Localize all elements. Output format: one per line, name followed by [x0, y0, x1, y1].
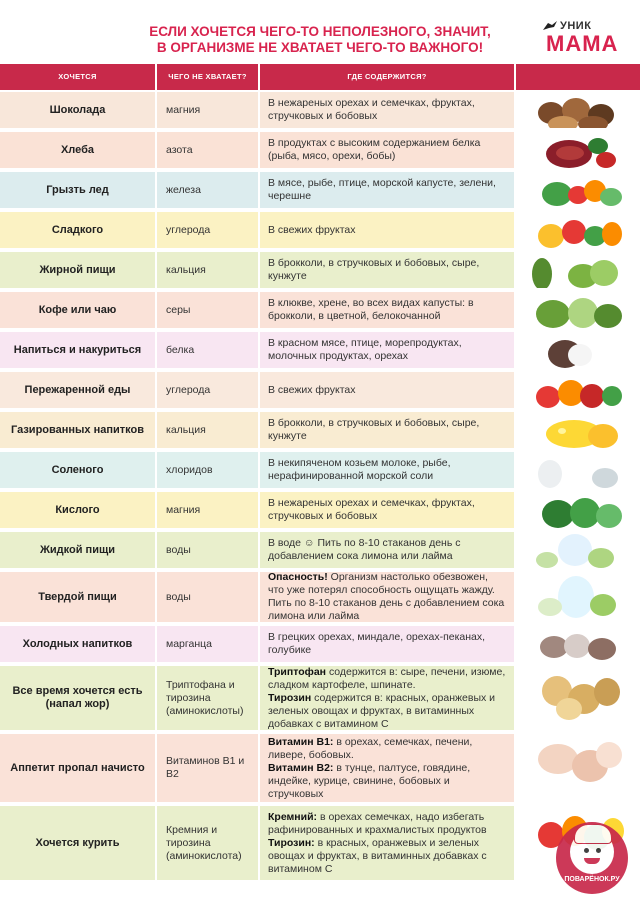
food-photo: [528, 736, 628, 800]
lacking-nutrient-cell: азота: [157, 132, 258, 168]
table-row: [0, 172, 640, 210]
food-photo-cell: [516, 292, 640, 328]
food-photo-shape: [592, 468, 618, 488]
food-photo-cell: [516, 734, 640, 802]
unik-mama-logo: [540, 20, 630, 60]
craving-cell: Кофе или чаю: [0, 292, 155, 328]
food-photo-cell: [516, 92, 640, 128]
food-photo-shape: [562, 220, 586, 244]
craving-cell: Кислого: [0, 492, 155, 528]
table-row: [0, 734, 640, 804]
food-photo-cell: [516, 452, 640, 488]
food-photo-cell: [516, 666, 640, 730]
craving-cell: Хлеба: [0, 132, 155, 168]
food-photo-shape: [602, 222, 622, 246]
lacking-nutrient-cell: углерода: [157, 372, 258, 408]
food-source-detail: В свежих фруктах: [268, 383, 356, 396]
lacking-nutrient-cell: кальция: [157, 252, 258, 288]
lacking-nutrient-cell: воды: [157, 532, 258, 568]
food-photo-shape: [596, 742, 622, 768]
food-source-text: [268, 297, 506, 323]
logo-top-text: УНИК: [560, 20, 592, 32]
column-header-where: ГДЕ СОДЕРЖИТСЯ?: [260, 64, 514, 90]
food-photo-shape: [564, 634, 590, 658]
craving-cell: Хочется курить: [0, 806, 155, 880]
table-row: [0, 572, 640, 624]
food-photo-shape: [558, 428, 566, 434]
craving-cell: Все время хочется есть (напал жор): [0, 666, 155, 730]
food-source-label: Опасность!: [268, 572, 328, 583]
food-source-text: [268, 537, 506, 563]
food-source-detail: В продуктах с высоким содержанием белка (рыба, мясо, орехи, бобы): [268, 137, 481, 162]
food-source-text: [268, 224, 356, 237]
craving-cell: Жидкой пищи: [0, 532, 155, 568]
food-photo-cell: [516, 626, 640, 662]
food-photo-cell: [516, 212, 640, 248]
food-source-label: Триптофан: [268, 666, 327, 678]
watermark-text: ПОВАРЁНОК.РУ: [564, 876, 620, 883]
craving-cell: Соленого: [0, 452, 155, 488]
craving-cell: Напиться и накуриться: [0, 332, 155, 368]
food-source-cell: [260, 806, 514, 880]
food-photo-cell: [516, 532, 640, 568]
food-source-cell: [260, 734, 514, 802]
food-photo-cell: [516, 252, 640, 288]
food-photo: [528, 294, 628, 326]
lacking-nutrient-cell: магния: [157, 92, 258, 128]
food-photo-shape: [580, 384, 604, 408]
food-photo-cell: [516, 572, 640, 622]
food-photo-shape: [594, 678, 620, 706]
food-source-text: [268, 337, 506, 363]
food-photo-shape: [556, 146, 584, 160]
column-header-lack: ЧЕГО НЕ ХВАТАЕТ?: [157, 64, 258, 90]
food-source-detail: В красном мясе, птице, морепродуктах, молочных продуктах, орехах: [268, 337, 462, 362]
logo-main-text: МАМА: [546, 31, 619, 56]
food-source-cell: [260, 172, 514, 208]
lacking-nutrient-cell: кальция: [157, 412, 258, 448]
food-source-cell: [260, 92, 514, 128]
food-source-text: [268, 457, 506, 483]
food-source-text: [268, 666, 506, 730]
food-source-label: Витамин B2:: [268, 761, 334, 774]
food-photo-cell: [516, 172, 640, 208]
food-photo-shape: [556, 698, 582, 720]
food-source-cell: [260, 212, 514, 248]
food-source-detail: в красных, оранжевых и зеленых овощах и фруктах, в витаминных добавках с витамином С: [268, 836, 487, 875]
craving-cell: Грызть лед: [0, 172, 155, 208]
craving-cell: Холодных напитков: [0, 626, 155, 662]
table-header: [0, 64, 640, 90]
food-photo: [528, 334, 628, 366]
food-source-text: [268, 497, 506, 523]
header: [0, 0, 640, 62]
table-row: [0, 292, 640, 330]
food-photo: [528, 414, 628, 446]
lacking-nutrient-cell: хлоридов: [157, 452, 258, 488]
food-photo-shape: [598, 348, 616, 364]
food-source-text: [268, 572, 506, 622]
food-source-detail: В нежареных орехах и семечках, фруктах, стручковых и бобовых: [268, 97, 475, 122]
food-source-detail: в орехах семечках, надо избегать рафинированных и крахмалистых продуктов: [268, 810, 487, 836]
table-row: [0, 252, 640, 290]
craving-cell: Аппетит пропал начисто: [0, 734, 155, 802]
food-source-text: [268, 257, 506, 283]
lacking-nutrient-cell: Кремния и тирозина (аминокислота): [157, 806, 258, 880]
craving-cell: Пережаренной еды: [0, 372, 155, 408]
food-photo-shape: [532, 258, 552, 288]
food-photo-cell: [516, 372, 640, 408]
food-photo-shape: [596, 152, 616, 168]
lacking-nutrient-cell: Витаминов B1 и B2: [157, 734, 258, 802]
food-photo: [528, 254, 628, 286]
page-title: [100, 24, 540, 56]
column-header-photo: [516, 64, 640, 90]
food-source-detail: В свежих фруктах: [268, 223, 356, 236]
food-photo-cell: [516, 132, 640, 168]
food-source-detail: в тунце, палтусе, говядине, индейке, курице, свинине, бобовых и стручковых: [268, 761, 471, 800]
food-source-label: Кремний:: [268, 810, 318, 823]
food-source-detail: В клюкве, хрене, во всех видах капусты: в брокколи, в цветной, белокочанной: [268, 297, 474, 322]
food-photo-shape: [568, 344, 592, 366]
title-line-1: ЕСЛИ ХОЧЕТСЯ ЧЕГО-ТО НЕПОЛЕЗНОГО, ЗНАЧИТ,: [149, 24, 491, 39]
food-photo: [528, 94, 628, 126]
table-row: [0, 92, 640, 130]
food-photo-shape: [578, 116, 608, 128]
food-photo: [528, 174, 628, 206]
table-row: [0, 666, 640, 732]
table-row: [0, 626, 640, 664]
food-source-cell: [260, 132, 514, 168]
food-source-cell: [260, 532, 514, 568]
title-line-2: В ОРГАНИЗМЕ НЕ ХВАТАЕТ ЧЕГО-ТО ВАЖНОГО!: [156, 40, 484, 55]
food-photo-shape: [538, 224, 564, 248]
food-source-text: [268, 384, 356, 397]
table-row: [0, 452, 640, 490]
food-source-text: [268, 631, 506, 657]
food-photo-cell: [516, 412, 640, 448]
food-photo: [528, 494, 628, 526]
food-source-detail: В некипяченом козьем молоке, рыбе, нерафинированной морской соли: [268, 457, 451, 482]
table-row: [0, 372, 640, 410]
lacking-nutrient-cell: марганца: [157, 626, 258, 662]
craving-cell: Шоколада: [0, 92, 155, 128]
food-photo: [528, 574, 628, 620]
food-photo-shape: [548, 116, 578, 128]
table-row: [0, 332, 640, 370]
lacking-nutrient-cell: углерода: [157, 212, 258, 248]
food-photo: [528, 214, 628, 246]
table-row: [0, 132, 640, 170]
food-photo-shape: [602, 386, 622, 406]
food-source-cell: [260, 626, 514, 662]
food-source-cell: [260, 492, 514, 528]
column-header-want: ХОЧЕТСЯ: [0, 64, 155, 90]
food-source-text: [268, 736, 506, 801]
food-photo-shape: [588, 548, 614, 568]
food-source-detail: содержится в: сыре, печени, изюме, сладком картофеле, шпинате.: [268, 666, 506, 691]
lacking-nutrient-cell: Триптофана и тирозина (аминокислоты): [157, 666, 258, 730]
food-photo-shape: [536, 552, 558, 568]
food-source-cell: [260, 666, 514, 730]
food-source-detail: в орехах, семечках, печени, ливере, бобовых.: [268, 735, 473, 761]
food-photo-cell: [516, 492, 640, 528]
food-photo-shape: [536, 386, 560, 408]
food-source-text: [268, 97, 506, 123]
lacking-nutrient-cell: железа: [157, 172, 258, 208]
food-photo: [528, 134, 628, 166]
food-photo-shape: [536, 300, 570, 328]
food-source-text: [268, 417, 506, 443]
food-source-cell: [260, 252, 514, 288]
craving-cell: Твердой пищи: [0, 572, 155, 622]
lacking-nutrient-cell: белка: [157, 332, 258, 368]
food-photo-shape: [594, 304, 622, 328]
food-photo: [528, 628, 628, 660]
food-photo-shape: [538, 460, 562, 488]
chef-hat-icon: [574, 824, 612, 844]
food-source-cell: [260, 572, 514, 622]
food-photo-cell: [516, 332, 640, 368]
food-source-detail: В мясе, рыбе, птице, морской капусте, зелени, черешне: [268, 177, 496, 202]
food-source-label: Тирозин: [268, 691, 312, 704]
food-source-detail: В брокколи, в стручковых и бобовых, сыре, кунжуте: [268, 257, 480, 282]
food-photo-shape: [588, 424, 618, 448]
food-source-label: Тирозин:: [268, 836, 315, 849]
food-photo: [528, 534, 628, 566]
food-photo-shape: [558, 576, 594, 618]
table-row: [0, 806, 640, 882]
food-source-text: [268, 177, 506, 203]
food-source-cell: [260, 412, 514, 448]
table-row: [0, 212, 640, 250]
food-source-cell: [260, 452, 514, 488]
food-source-detail: В грецких орехах, миндале, орехах-пеканах, голубике: [268, 631, 486, 656]
food-photo-shape: [562, 464, 592, 486]
food-source-cell: [260, 292, 514, 328]
food-source-cell: [260, 372, 514, 408]
food-photo-shape: [600, 188, 622, 206]
table-row: [0, 532, 640, 570]
food-source-detail: В воде ☺ Пить по 8-10 стаканов день с добавлением сока лимона или лайма: [268, 537, 461, 562]
food-photo-shape: [538, 598, 562, 616]
food-source-detail: В нежареных орехах и семечках, фруктах, стручковых и бобовых: [268, 497, 475, 522]
food-source-text: [268, 811, 506, 876]
food-photo: [528, 668, 628, 728]
craving-cell: Газированных напитков: [0, 412, 155, 448]
food-photo-shape: [596, 504, 622, 528]
food-photo-shape: [558, 534, 592, 566]
food-photo: [528, 374, 628, 406]
lacking-nutrient-cell: серы: [157, 292, 258, 328]
food-source-detail: Организм настолько обезвожен, что уже потерял способность ощущать жажду. Пить по 8-10 стаканов день с добавлением сока лимона или лайма: [268, 572, 505, 622]
food-photo-shape: [590, 260, 618, 286]
food-source-label: Витамин B1:: [268, 735, 334, 748]
food-photo: [528, 454, 628, 486]
table-row: [0, 492, 640, 530]
lacking-nutrient-cell: воды: [157, 572, 258, 622]
food-source-detail: содержится в: красных, оранжевых и зеленых овощах и фруктах, в витаминных добавках с витамином С: [268, 691, 496, 730]
lacking-nutrient-cell: магния: [157, 492, 258, 528]
craving-cell: Жирной пищи: [0, 252, 155, 288]
craving-cell: Сладкого: [0, 212, 155, 248]
food-source-cell: [260, 332, 514, 368]
food-photo-shape: [588, 638, 616, 660]
povarenok-watermark: [556, 822, 628, 894]
food-photo-shape: [590, 594, 616, 616]
table-row: [0, 412, 640, 450]
food-source-detail: В брокколи, в стручковых и бобовых, сыре, кунжуте: [268, 417, 480, 442]
food-source-text: [268, 137, 506, 163]
